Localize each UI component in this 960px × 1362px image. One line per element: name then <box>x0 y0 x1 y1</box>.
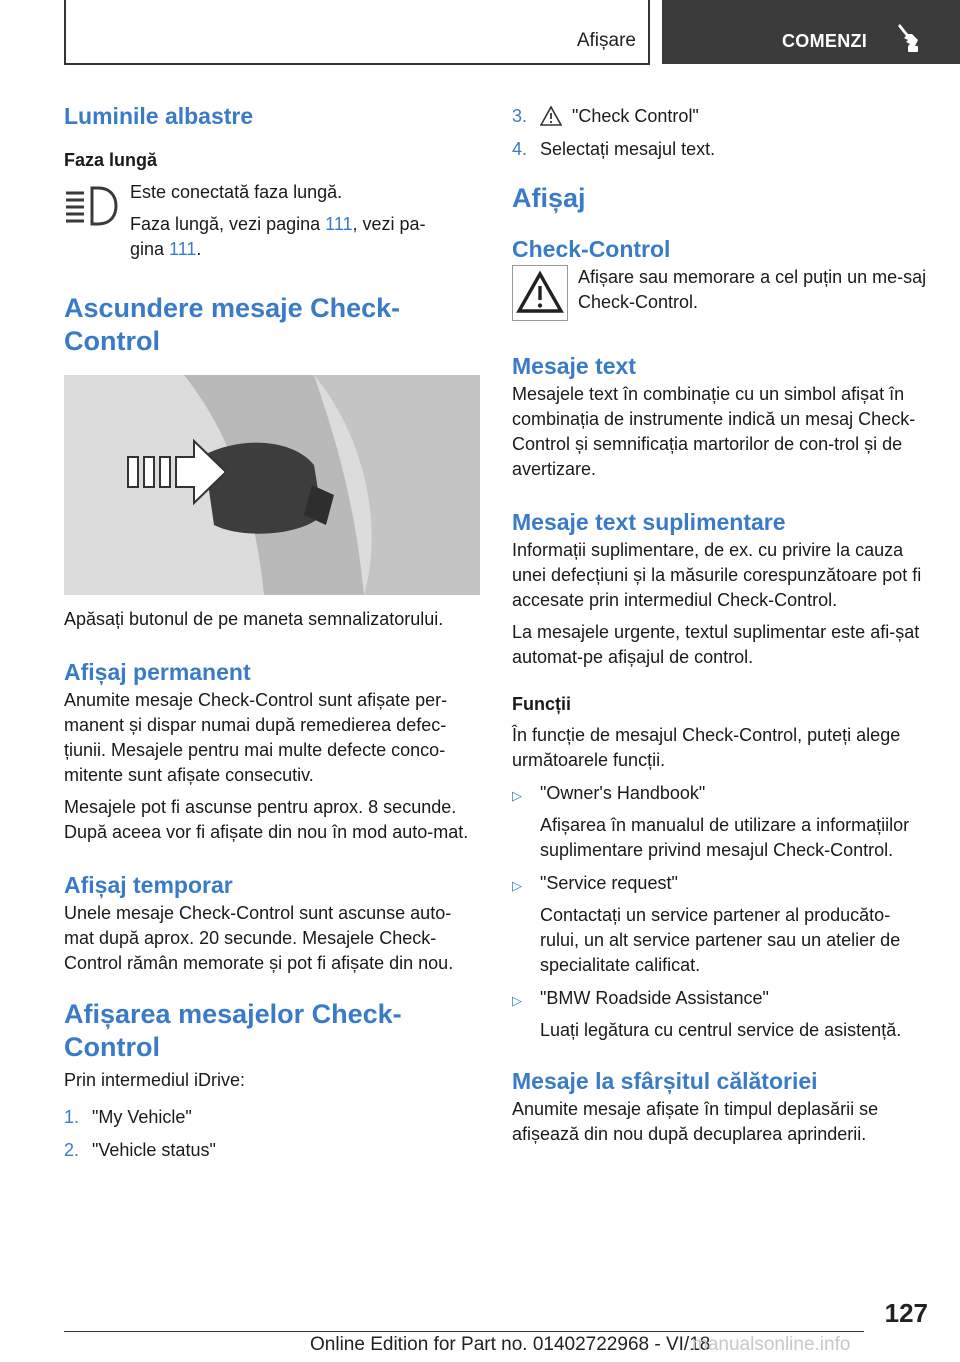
text-messages-text: Mesajele text în combinație cu un simbol afișat în combinația de instrumente indică un mesaj Check-Control și semnificația martorilor de con-trol și de avertizare. <box>512 384 916 479</box>
show-text: Prin intermediul iDrive: <box>64 1070 246 1090</box>
triangle-bullet-icon: ▷ <box>512 993 522 1008</box>
high-beam-icon <box>64 180 120 230</box>
heading-functions: Funcții <box>512 694 571 714</box>
header-bottom-border <box>64 63 650 65</box>
page-number: 127 <box>884 1298 928 1328</box>
high-beam-text-2: Faza lungă, vezi pagina 111, vezi pa- gina 111. <box>130 214 426 259</box>
header-separator <box>648 0 650 64</box>
end-of-trip-text: Anumite mesaje afișate în timpul deplasării se afișează din nou după decuplarea aprinderii. <box>512 1099 879 1144</box>
steps-list-left <box>64 1105 480 1163</box>
header-chapter-tab[interactable] <box>662 0 960 64</box>
check-control-text: Afișare sau memorare a cel puțin un me-saj Check-Control. <box>578 267 927 312</box>
function-item <box>512 781 928 863</box>
step-item: 1. "My Vehicle" <box>64 1107 192 1127</box>
lever-illustration <box>64 375 480 595</box>
function-desc: Afișarea în manualul de utilizare a informațiilor suplimentare privind mesajul Check-Control. <box>540 815 910 860</box>
header-chapter-label: COMENZI <box>782 31 868 51</box>
function-title: "Service request" <box>540 873 678 893</box>
pointing-hand-icon <box>894 24 922 54</box>
function-item <box>512 986 928 1043</box>
function-desc: Contactați un service partener al producăto-rului, un alt service partener sau un atelier de specialitate calificat. <box>540 905 901 975</box>
footer-edition: Online Edition for Part no. 01402722968 - VI/18 <box>310 1334 711 1355</box>
check-control-warning-icon <box>512 265 568 321</box>
check-control-block <box>512 265 928 326</box>
step-item: 2. "Vehicle status" <box>64 1140 216 1160</box>
heading-hide-messages: Ascundere mesaje Check-Control <box>64 293 401 356</box>
function-title: "Owner's Handbook" <box>540 783 706 803</box>
functions-text: În funcție de mesajul Check-Control, puteți alege următoarele funcții. <box>512 725 901 770</box>
steps-list-right <box>512 104 928 162</box>
high-beam-text-1: Este conectată faza lungă. <box>130 182 343 202</box>
warning-triangle-icon <box>540 106 562 126</box>
turn-signal-lever-photo <box>64 375 480 595</box>
function-title: "BMW Roadside Assistance" <box>540 988 769 1008</box>
page-link-111[interactable]: 111 <box>325 214 353 234</box>
footer-rule <box>64 1331 864 1332</box>
permanent-text-1: Anumite mesaje Check-Control sunt afișate per-manent și dispar numai după remedierea defec-țiunii. Mesajele pentru mai multe defecte conco-mitente sunt afișate consecutiv. <box>64 690 448 785</box>
heading-show-messages: Afișarea mesajelor Check-Control <box>64 999 402 1062</box>
function-desc: Luați legătura cu centrul service de asistență. <box>540 1020 902 1040</box>
permanent-text-2: Mesajele pot fi ascunse pentru aprox. 8 secunde. După aceea vor fi afișate din nou în mod auto-mat. <box>64 797 469 842</box>
heading-high-beam: Faza lungă <box>64 150 158 170</box>
triangle-bullet-icon: ▷ <box>512 878 522 893</box>
heading-permanent: Afișaj permanent <box>64 659 251 685</box>
heading-display: Afișaj <box>512 183 586 213</box>
extra-text-2: La mesajele urgente, textul suplimentar este afi-șat automat-pe afișajul de control. <box>512 622 920 667</box>
heading-temporary: Afișaj temporar <box>64 872 233 898</box>
high-beam-block <box>64 180 480 262</box>
step-item: 3. "Check Control" <box>512 106 699 126</box>
heading-extra-text: Mesaje text suplimentare <box>512 509 786 535</box>
heading-end-of-trip: Mesaje la sfârșitul călătoriei <box>512 1068 818 1094</box>
footer-watermark: manualsonline.info <box>692 1334 851 1355</box>
functions-list <box>512 781 928 1043</box>
photo-caption: Apăsați butonul de pe maneta semnalizatorului. <box>64 609 444 629</box>
header-left-border <box>64 0 66 64</box>
heading-check-control: Check-Control <box>512 236 671 262</box>
triangle-bullet-icon: ▷ <box>512 788 522 803</box>
step-item: 4. Selectați mesajul text. <box>512 139 716 159</box>
function-item <box>512 871 928 978</box>
extra-text-1: Informații suplimentare, de ex. cu privire la cauza unei defecțiuni și la măsurile corespunzătoare pot fi accesate prin intermediul Check-Control. <box>512 540 922 610</box>
heading-text-messages: Mesaje text <box>512 353 637 379</box>
left-column <box>64 100 480 1163</box>
temporary-text: Unele mesaje Check-Control sunt ascunse auto-mat după aprox. 20 secunde. Mesajele Check-Control rămân memorate și pot fi afișate din nou. <box>64 903 454 973</box>
heading-blue-lights: Luminile albastre <box>64 103 254 129</box>
page-link-111-b[interactable]: 111 <box>169 239 197 259</box>
header-section-title: Afișare <box>576 30 636 51</box>
right-column <box>512 100 928 1147</box>
